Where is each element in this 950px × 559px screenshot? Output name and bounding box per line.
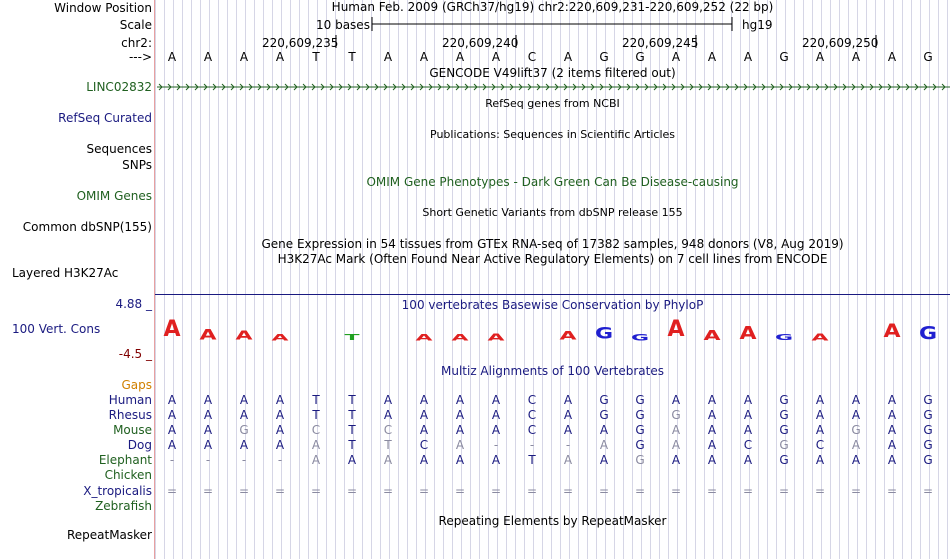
alignment-base: = [778, 484, 790, 498]
alignment-base: A [383, 393, 393, 407]
alignment-base: - [493, 438, 499, 452]
alignment-base: - [169, 453, 175, 467]
gencode-track-label[interactable]: LINC02832 [86, 80, 152, 94]
multiz-track-title: Multiz Alignments of 100 Vertebrates [440, 364, 665, 378]
assembly-label: hg19 [742, 18, 773, 32]
reference-base: G [599, 50, 609, 64]
conservation-glyph: A [235, 329, 253, 344]
alignment-base: - [565, 438, 571, 452]
alignment-base: = [526, 484, 538, 498]
species-label-human: Human [108, 393, 152, 407]
alignment-base: A [743, 423, 753, 437]
alignment-base: A [887, 408, 897, 422]
alignment-base: G [923, 393, 933, 407]
omim-track-label[interactable]: OMIM Genes [76, 189, 152, 203]
conservation-glyph [301, 337, 331, 338]
alignment-base: A [491, 423, 501, 437]
alignment-base: G [923, 423, 933, 437]
alignment-base: A [851, 408, 861, 422]
alignment-base: A [419, 453, 429, 467]
alignment-base: A [275, 408, 285, 422]
cons-top-axis [155, 294, 950, 295]
conservation-glyph: A [163, 317, 181, 342]
alignment-base: G [635, 423, 645, 437]
cons-max-label: 4.88 _ [115, 297, 152, 311]
alignment-base: A [491, 393, 501, 407]
alignment-base: C [527, 408, 537, 422]
conservation-glyph: A [739, 323, 757, 344]
alignment-base: A [707, 453, 717, 467]
gencode-gene-line[interactable] [155, 0, 950, 100]
alignment-base: T [384, 438, 392, 452]
tick-label-1: 220,609,235 [262, 36, 339, 50]
species-label-elephant: Elephant [98, 453, 152, 467]
conservation-glyph: A [559, 329, 577, 343]
refseq-track-label[interactable]: RefSeq Curated [58, 111, 152, 125]
alignment-base: = [814, 484, 826, 498]
alignment-base: C [815, 438, 825, 452]
alignment-base: G [635, 438, 645, 452]
conservation-glyph: A [199, 326, 217, 344]
scale-text: 10 bases [316, 18, 370, 32]
dbsnp-track-title: Short Genetic Variants from dbSNP release 155 [422, 206, 683, 219]
alignment-base: A [851, 393, 861, 407]
tick-label-4: 220,609,250 [802, 36, 879, 50]
alignment-base: A [167, 423, 177, 437]
alignment-base: A [239, 393, 249, 407]
alignment-base: A [203, 423, 213, 437]
alignment-base: = [706, 484, 718, 498]
reference-base: A [815, 50, 825, 64]
alignment-base: A [455, 453, 465, 467]
alignment-base: = [850, 484, 862, 498]
tick-label-3: 220,609,245 [622, 36, 699, 50]
alignment-base: A [167, 393, 177, 407]
alignment-base: A [599, 423, 609, 437]
conservation-glyph: T [344, 332, 360, 343]
alignment-base: G [779, 453, 789, 467]
reference-base: A [851, 50, 861, 64]
conservation-glyph: A [703, 328, 721, 344]
alignment-base: = [634, 484, 646, 498]
alignment-base: A [419, 408, 429, 422]
tick-label-2: 220,609,240 [442, 36, 519, 50]
alignment-base: G [779, 408, 789, 422]
alignment-base: T [312, 408, 320, 422]
alignment-base: C [419, 438, 429, 452]
omim-track-title: OMIM Gene Phenotypes - Dark Green Can Be Disease-causing [366, 175, 739, 189]
refseq-track-title: RefSeq genes from NCBI [485, 97, 620, 110]
alignment-base: A [419, 423, 429, 437]
alignment-base: A [455, 393, 465, 407]
alignment-base: A [563, 453, 573, 467]
conservation-glyph: A [415, 332, 433, 343]
alignment-base: A [887, 438, 897, 452]
alignment-base: T [348, 438, 356, 452]
alignment-base: A [851, 453, 861, 467]
alignment-base: A [275, 423, 285, 437]
alignment-base: A [707, 423, 717, 437]
alignment-base: = [418, 484, 430, 498]
conservation-glyph: A [451, 332, 469, 343]
conservation-glyph: G [630, 332, 650, 343]
alignment-base: G [779, 438, 789, 452]
window-position-text: Human Feb. 2009 (GRCh37/hg19) chr2:220,609,231-220,609,252 (22 bp) [331, 0, 774, 14]
alignment-base: G [635, 393, 645, 407]
reference-base: G [923, 50, 933, 64]
alignment-base: = [670, 484, 682, 498]
gtex-track-title: Gene Expression in 54 tissues from GTEx RNA-seq of 17382 samples, 948 donors (V8, Aug 2019) [261, 237, 844, 251]
reference-base: A [203, 50, 213, 64]
alignment-base: G [779, 423, 789, 437]
conservation-glyph [517, 337, 547, 338]
alignment-base: A [743, 393, 753, 407]
repeatmasker-track-title: Repeating Elements by RepeatMasker [438, 514, 667, 528]
alignment-base: A [203, 408, 213, 422]
h3k27ac-track-title: H3K27Ac Mark (Often Found Near Active Regulatory Elements) on 7 cell lines from ENCODE [277, 252, 828, 266]
cons-min-label: -4.5 _ [118, 347, 152, 361]
alignment-base: A [275, 393, 285, 407]
alignment-base: = [454, 484, 466, 498]
species-label-zebrafish: Zebrafish [95, 499, 152, 513]
alignment-base: C [527, 423, 537, 437]
species-label-mouse: Mouse [113, 423, 152, 437]
reference-base: T [348, 50, 356, 64]
alignment-base: G [239, 423, 249, 437]
alignment-base: T [348, 423, 356, 437]
reference-base: G [635, 50, 645, 64]
alignment-base: A [167, 438, 177, 452]
conservation-glyph [373, 337, 403, 338]
alignment-base: = [382, 484, 394, 498]
alignment-base: A [347, 453, 357, 467]
reference-base: T [312, 50, 320, 64]
alignment-base: - [205, 453, 211, 467]
alignment-base: A [707, 438, 717, 452]
alignment-base: A [887, 423, 897, 437]
alignment-base: A [203, 438, 213, 452]
species-label-rhesus: Rhesus [108, 408, 152, 422]
alignment-base: G [923, 453, 933, 467]
conservation-glyph: G [774, 332, 794, 343]
reference-base: A [707, 50, 717, 64]
alignment-base: = [562, 484, 574, 498]
alignment-base: A [671, 453, 681, 467]
reference-base: A [491, 50, 501, 64]
species-label-x-tropicalis: X_tropicalis [83, 484, 152, 498]
alignment-base: G [923, 438, 933, 452]
alignment-base: A [815, 408, 825, 422]
cons-track-label[interactable]: 100 Vert. Cons [12, 322, 101, 336]
alignment-base: = [238, 484, 250, 498]
alignment-base: G [599, 393, 609, 407]
alignment-base: A [455, 438, 465, 452]
alignment-base: G [635, 408, 645, 422]
alignment-base: G [779, 393, 789, 407]
strand-arrow-label: ---> [128, 50, 152, 64]
reference-base: A [167, 50, 177, 64]
alignment-base: = [310, 484, 322, 498]
reference-base: C [527, 50, 537, 64]
gencode-track-title: GENCODE V49lift37 (2 items filtered out) [429, 66, 676, 80]
alignment-base: T [312, 393, 320, 407]
chrom-label: chr2: [121, 36, 152, 50]
reference-base: A [275, 50, 285, 64]
species-label-chicken: Chicken [104, 468, 152, 482]
conservation-glyph: A [271, 332, 289, 343]
alignment-base: = [274, 484, 286, 498]
alignment-base: A [815, 393, 825, 407]
alignment-base: A [167, 408, 177, 422]
alignment-base: G [923, 408, 933, 422]
conservation-glyph: A [883, 320, 901, 343]
scale-label: Scale [119, 18, 152, 32]
alignment-base: G [599, 408, 609, 422]
alignment-base: A [743, 408, 753, 422]
reference-base: A [887, 50, 897, 64]
species-label-dog: Dog [127, 438, 152, 452]
alignment-base: - [277, 453, 283, 467]
conservation-glyph: G [918, 323, 938, 344]
alignment-base: T [528, 453, 536, 467]
reference-base: A [383, 50, 393, 64]
browser-track-area[interactable] [155, 0, 950, 559]
alignment-base: C [383, 423, 393, 437]
alignment-base: = [346, 484, 358, 498]
reference-base: A [671, 50, 681, 64]
reference-base: A [455, 50, 465, 64]
alignment-base: G [851, 423, 861, 437]
alignment-base: = [886, 484, 898, 498]
gaps-label: Gaps [121, 378, 152, 392]
alignment-base: A [239, 408, 249, 422]
alignment-base: A [311, 453, 321, 467]
reference-base: G [779, 50, 789, 64]
alignment-base: A [311, 438, 321, 452]
h3k27ac-track-label[interactable]: Layered H3K27Ac [12, 266, 119, 280]
alignment-base: A [671, 438, 681, 452]
alignment-base: A [455, 408, 465, 422]
snps-track-label[interactable]: SNPs [122, 158, 152, 172]
reference-base: A [239, 50, 249, 64]
repeatmasker-track-label[interactable]: RepeatMasker [66, 528, 152, 542]
alignment-base: C [527, 393, 537, 407]
conservation-glyph: A [811, 331, 829, 343]
alignment-base: A [671, 393, 681, 407]
conservation-glyph: G [594, 325, 614, 344]
alignment-base: A [851, 438, 861, 452]
reference-base: A [743, 50, 753, 64]
alignment-base: = [166, 484, 178, 498]
publications-track-title: Publications: Sequences in Scientific Articles [430, 128, 675, 141]
alignment-base: = [922, 484, 934, 498]
alignment-base: A [599, 438, 609, 452]
alignment-base: A [743, 453, 753, 467]
alignment-base: A [671, 423, 681, 437]
phylop-track-title: 100 vertebrates Basewise Conservation by PhyloP [401, 298, 704, 312]
alignment-base: = [490, 484, 502, 498]
alignment-base: A [239, 438, 249, 452]
reference-base: A [419, 50, 429, 64]
alignment-base: A [563, 408, 573, 422]
alignment-base: A [887, 393, 897, 407]
alignment-base: - [529, 438, 535, 452]
alignment-base: - [241, 453, 247, 467]
alignment-base: T [348, 393, 356, 407]
alignment-base: A [383, 408, 393, 422]
alignment-base: A [275, 438, 285, 452]
window-position-label: Window Position [54, 1, 152, 15]
alignment-base: A [707, 393, 717, 407]
alignment-base: A [419, 393, 429, 407]
alignment-base: A [491, 453, 501, 467]
dbsnp-track-label[interactable]: Common dbSNP(155) [22, 220, 152, 234]
alignment-base: A [563, 423, 573, 437]
reference-base: A [563, 50, 573, 64]
alignment-base: A [887, 453, 897, 467]
alignment-base: A [707, 408, 717, 422]
conservation-glyph: A [667, 317, 685, 342]
alignment-base: = [202, 484, 214, 498]
alignment-base: T [348, 408, 356, 422]
alignment-base: A [815, 453, 825, 467]
alignment-base: A [383, 453, 393, 467]
alignment-base: A [563, 393, 573, 407]
alignment-base: A [491, 408, 501, 422]
alignment-base: C [743, 438, 753, 452]
alignment-base: G [671, 408, 681, 422]
alignment-base: = [742, 484, 754, 498]
conservation-glyph: A [487, 331, 505, 343]
conservation-glyph [841, 337, 871, 338]
alignment-base: A [203, 393, 213, 407]
alignment-base: G [635, 453, 645, 467]
sequences-track-label[interactable]: Sequences [86, 142, 152, 156]
alignment-base: C [311, 423, 321, 437]
alignment-base: = [598, 484, 610, 498]
alignment-base: A [815, 423, 825, 437]
alignment-base: A [599, 453, 609, 467]
alignment-base: A [455, 423, 465, 437]
